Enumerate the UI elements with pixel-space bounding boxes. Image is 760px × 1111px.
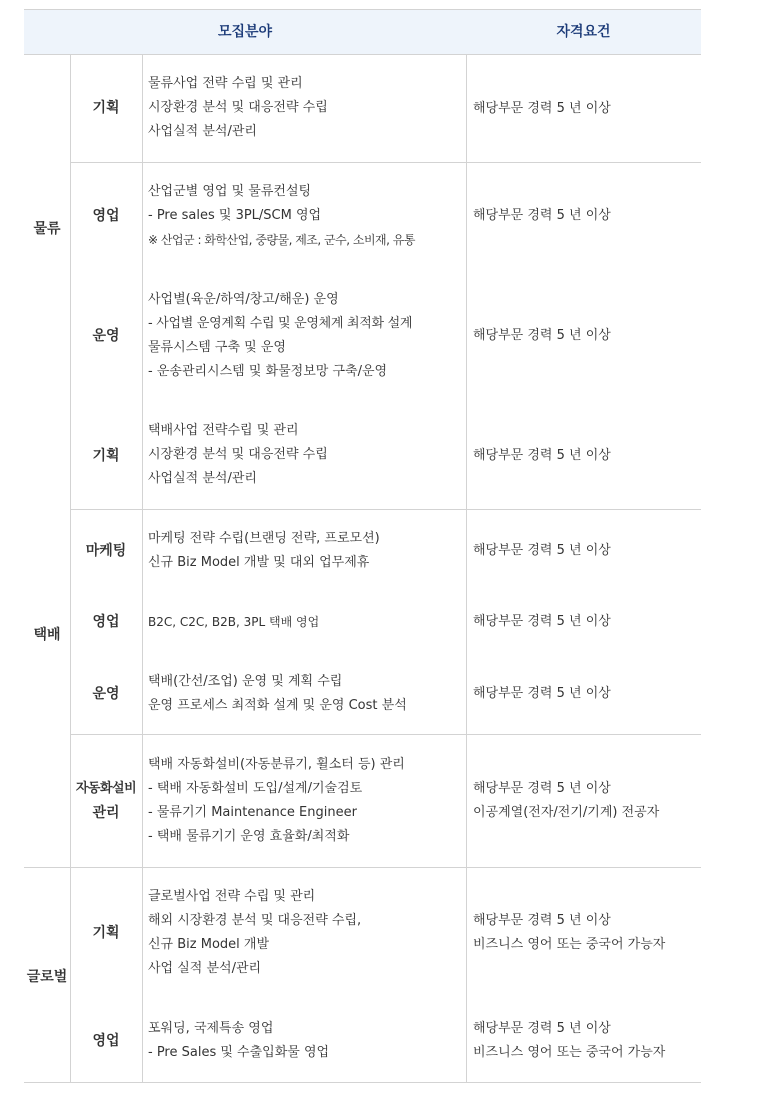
duty-list xyxy=(148,72,328,144)
duty-line: 택배 자동화설비(자동분류기, 휠소터 등) 관리 xyxy=(148,757,405,772)
requirement-list xyxy=(473,444,611,468)
requirement-line: 해당부문 경력 5 년 이상 xyxy=(473,101,611,116)
requirement-line: 이공계열(전자/전기/기계) 전공자 xyxy=(473,805,660,820)
duty-line: 신규 Biz Model 개발 및 대외 업무제휴 xyxy=(148,555,370,570)
requirement-line: 해당부문 경력 5 년 이상 xyxy=(473,913,611,928)
requirement-list xyxy=(473,97,611,121)
category-logistics: 물류 xyxy=(33,221,61,237)
duty-line: 글로벌사업 전략 수립 및 관리 xyxy=(148,889,316,904)
header-field: 모집분야 xyxy=(217,24,273,40)
duty-line: B2C, C2C, B2B, 3PL 택배 영업 xyxy=(148,615,320,629)
duty-list xyxy=(148,419,328,491)
duty-line: 포워딩, 국제특송 영업 xyxy=(148,1021,274,1036)
requirement-list xyxy=(473,682,611,706)
requirement-line: 해당부문 경력 5 년 이상 xyxy=(473,208,611,223)
requirement-line: 해당부문 경력 5 년 이상 xyxy=(473,543,611,558)
duty-line: - Pre sales 및 3PL/SCM 영업 xyxy=(148,208,322,223)
duty-list xyxy=(148,885,361,981)
duty-list xyxy=(148,610,319,634)
subcategory-label: 마케팅 xyxy=(85,543,127,559)
subcategory-label: 기획 xyxy=(92,925,120,941)
duty-line: 해외 시장환경 분석 및 대응전략 수립, xyxy=(148,913,362,928)
requirement-line: 해당부문 경력 5 년 이상 xyxy=(473,614,611,629)
requirement-list xyxy=(473,610,611,634)
subcategory-label: 기획 xyxy=(92,448,120,464)
category-parcel: 택배 xyxy=(33,627,61,643)
duty-line: 산업군별 영업 및 물류컨설팅 xyxy=(148,184,312,199)
duty-line: - 운송관리시스템 및 화물정보망 구축/운영 xyxy=(148,364,388,379)
duty-line: 신규 Biz Model 개발 xyxy=(148,937,270,952)
row-divider xyxy=(70,734,701,735)
subcategory-label: 기획 xyxy=(92,100,120,116)
duty-line: 물류시스템 구축 및 운영 xyxy=(148,340,286,355)
requirement-list xyxy=(473,777,659,825)
requirement-line: 비즈니스 영어 또는 중국어 가능자 xyxy=(473,1045,666,1060)
duty-line: - 택배 물류기기 운영 효율화/최적화 xyxy=(148,829,350,844)
requirement-line: 해당부문 경력 5 년 이상 xyxy=(473,686,611,701)
requirement-list xyxy=(473,1017,665,1065)
column-divider xyxy=(466,55,467,1082)
duty-list xyxy=(148,670,407,718)
duty-line: 시장환경 분석 및 대응전략 수립 xyxy=(148,447,328,462)
group-divider xyxy=(24,867,701,868)
duty-line: 택배사업 전략수립 및 관리 xyxy=(148,423,299,438)
duty-list xyxy=(148,753,405,849)
duty-line: ※ 산업군 : 화학산업, 중량물, 제조, 군수, 소비재, 유통 xyxy=(148,233,415,247)
duty-line: - 사업별 운영계획 수립 및 운영체계 최적화 설계 xyxy=(148,316,413,331)
duty-list xyxy=(148,288,412,384)
subcategory-label: 영업 xyxy=(92,208,120,224)
requirement-line: 해당부문 경력 5 년 이상 xyxy=(473,1021,611,1036)
table-bottom-border xyxy=(24,1082,701,1083)
duty-line: - 택배 자동화설비 도입/설계/기술검토 xyxy=(148,781,363,796)
duty-line: 사업실적 분석/관리 xyxy=(148,124,257,139)
header-requirement: 자격요건 xyxy=(556,24,611,40)
duty-line: 사업실적 분석/관리 xyxy=(148,471,257,486)
requirement-line: 해당부문 경력 5 년 이상 xyxy=(473,328,611,343)
duty-line: 사업별(육운/하역/창고/해운) 운영 xyxy=(148,292,339,307)
duty-line: 시장환경 분석 및 대응전략 수립 xyxy=(148,100,328,115)
duty-line: 마케팅 전략 수립(브랜딩 전략, 프로모션) xyxy=(148,531,380,546)
row-divider xyxy=(70,509,701,510)
requirement-line: 해당부문 경력 5 년 이상 xyxy=(473,448,611,463)
duty-line: 택배(간선/조업) 운영 및 계획 수립 xyxy=(148,674,343,689)
requirement-line: 해당부문 경력 5 년 이상 xyxy=(473,781,611,796)
duty-list xyxy=(148,1017,329,1065)
header-bottom-border xyxy=(24,54,701,55)
row-divider xyxy=(70,162,701,163)
subcategory-label: 영업 xyxy=(92,1033,120,1049)
subcategory-label-line: 관리 xyxy=(92,805,120,821)
duty-line: - 물류기기 Maintenance Engineer xyxy=(148,805,357,820)
requirement-list xyxy=(473,539,611,563)
subcategory-label: 운영 xyxy=(92,686,120,702)
category-global: 글로벌 xyxy=(26,969,68,985)
subcategory-label: 영업 xyxy=(92,614,120,630)
duty-list xyxy=(148,180,415,252)
duty-line: - Pre Sales 및 수출입화물 영업 xyxy=(148,1045,330,1060)
requirement-list xyxy=(473,204,611,228)
requirement-list xyxy=(473,324,611,348)
subcategory-label xyxy=(70,777,142,825)
column-divider xyxy=(142,55,143,1082)
duty-list xyxy=(148,527,380,575)
duty-line: 운영 프로세스 최적화 설계 및 운영 Cost 분석 xyxy=(148,698,407,713)
subcategory-label-line: 자동화설비 xyxy=(75,781,137,796)
duty-line: 물류사업 전략 수립 및 관리 xyxy=(148,76,303,91)
duty-line: 사업 실적 분석/관리 xyxy=(148,961,262,976)
subcategory-label: 운영 xyxy=(92,328,120,344)
requirement-line: 비즈니스 영어 또는 중국어 가능자 xyxy=(473,937,666,952)
requirement-list xyxy=(473,909,665,957)
